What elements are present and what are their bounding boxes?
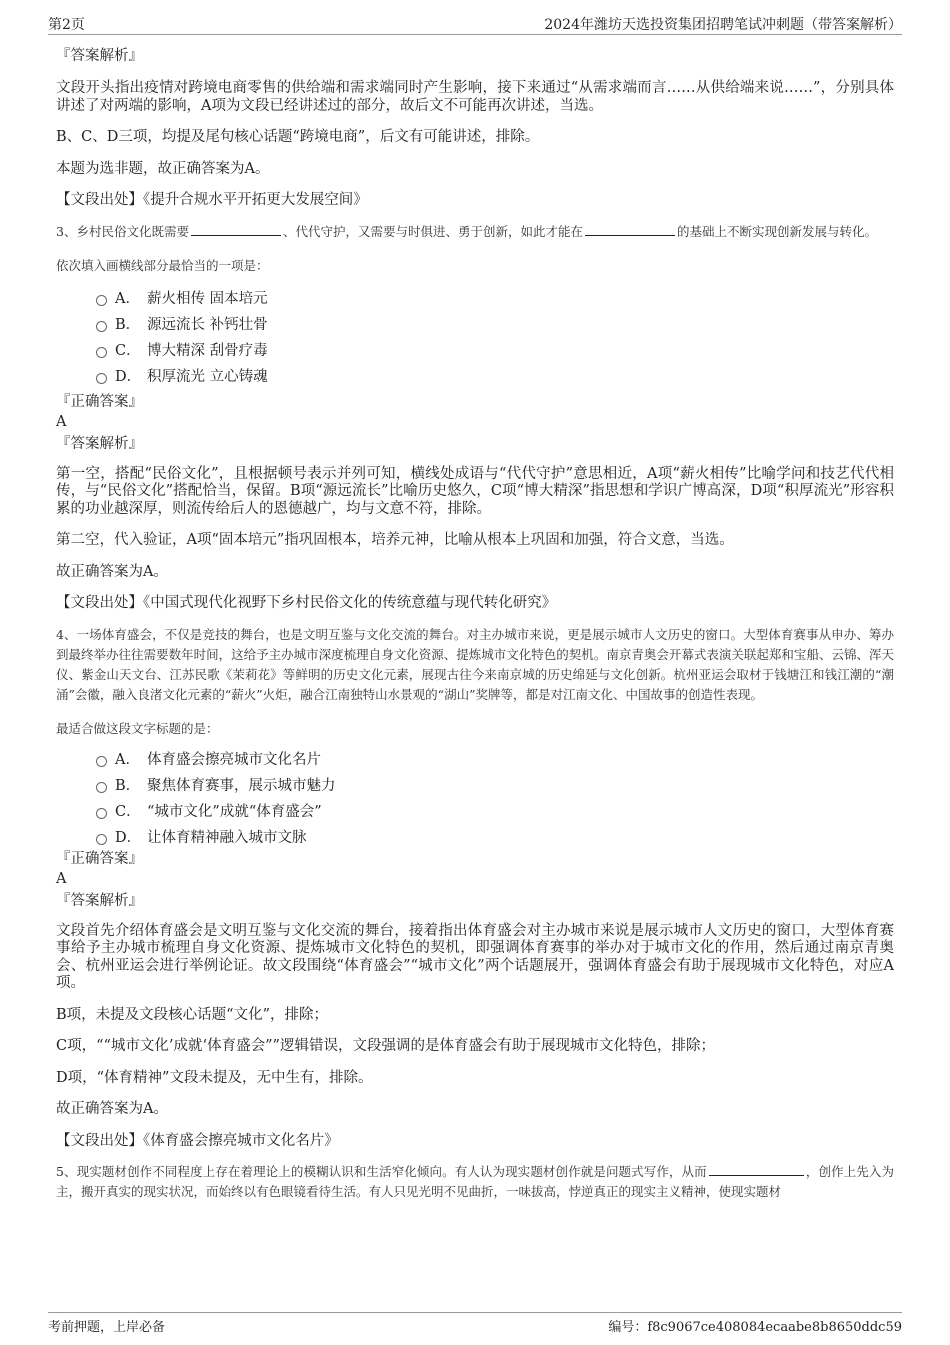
option-c[interactable]: C． 博大精深 刮骨疗毒 bbox=[96, 340, 894, 362]
answer-conclusion: 故正确答案为A。 bbox=[56, 563, 168, 580]
radio-icon[interactable] bbox=[96, 756, 107, 767]
correct-answer-label: 『正确答案』 bbox=[56, 850, 143, 867]
analysis-paragraph: C项，““城市文化’成就‘体育盛会””逻辑错误，文段强调的是体育盛会有助于展现城市文化特色，排除； bbox=[56, 1038, 715, 1054]
source-citation: 【文段出处】《提升合规水平开拓更大发展空间》 bbox=[56, 192, 368, 208]
page-content bbox=[56, 34, 894, 1202]
page-number: 第2页 bbox=[48, 17, 85, 33]
analysis-paragraph: B、C、D三项，均提及尾句核心话题“跨境电商”，后文有可能讲述，排除。 bbox=[56, 129, 540, 145]
document-title: 2024年潍坊天选投资集团招聘笔试冲刺题（带答案解析） bbox=[544, 17, 902, 33]
question-stem: 4、一场体育盛会，不仅是竞技的舞台，也是文明互鉴与文化交流的舞台。对主办城市来说，更是展示城市人文历史的窗口。大型体育赛事从申办、筹办到最终举办往往需要数年时间，这给予主办城市深度梳理自身文化资源、提炼城市文化特色的契机。南京青奥会开幕式表演关联起郑和宝船、云锦、浑天仪、紫金山天文台、江苏民歌《茉莉花》等鲜明的历史文化元素，展现古往今来南京城的历史绵延与文化创新。杭州亚运会取材于钱塘江和钱江潮的“潮涌”会徽，融入良渚文化元素的“薪火”火炬，融合江南独特山水景观的“湖山”奖牌等，都是对江南文化、中国故事的创造性表现。 bbox=[56, 626, 894, 702]
question-prompt: 最适合做这段文字标题的是： bbox=[56, 720, 219, 736]
radio-icon[interactable] bbox=[96, 782, 107, 793]
radio-icon[interactable] bbox=[96, 834, 107, 845]
question-stem: 5、现实题材创作不同程度上存在着理论上的模糊认识和生活窄化倾向。有人认为现实题材创作就是问题式写作，从而 ，创作上先入为主，搬开真实的现实状况，而始终以有色眼镜看待生活。有人只见光明不见曲折，一味拔高，悖逆真正的现实主义精神，使现实题材 bbox=[56, 1164, 894, 1199]
option-c[interactable]: C． “城市文化”成就“体育盛会” bbox=[96, 801, 894, 823]
question-prompt: 依次填入画横线部分最恰当的一项是： bbox=[56, 257, 269, 273]
option-a[interactable]: A． 薪火相传 固本培元 bbox=[96, 288, 894, 310]
document-code: 编号：f8c9067ce408084ecaabe8b8650ddc59 bbox=[608, 1320, 902, 1335]
analysis-paragraph: 文段首先介绍体育盛会是文明互鉴与文化交流的舞台，接着指出体育盛会对主办城市来说是展示城市人文历史的窗口，大型体育赛事给予主办城市梳理自身文化资源、提炼城市文化特色的契机，即强调体育赛事的举办对于城市文化的作用，然后通过南京青奥会、杭州亚运会进行举例论证。故文段围绕“体育盛会”“城市文化”两个话题展开，强调体育盛会有助于展现城市文化特色，对应A项。 bbox=[56, 922, 894, 991]
options-list bbox=[56, 288, 894, 388]
analysis-paragraph: 文段开头指出疫情对跨境电商零售的供给端和需求端同时产生影响，接下来通过“从需求端而言……从供给端来说……”，分别具体讲述了对两端的影响，A项为文段已经讲述过的部分，故后文不可能再次讲述，当选。 bbox=[56, 80, 894, 114]
option-b[interactable]: B． 源远流长 补钙壮骨 bbox=[96, 314, 894, 336]
correct-answer: A bbox=[56, 870, 67, 887]
source-citation: 【文段出处】《体育盛会擦亮城市文化名片》 bbox=[56, 1132, 339, 1149]
radio-icon[interactable] bbox=[96, 295, 107, 306]
footer-slogan: 考前押题，上岸必备 bbox=[48, 1320, 166, 1335]
answer-conclusion: 故正确答案为A。 bbox=[56, 1101, 168, 1117]
radio-icon[interactable] bbox=[96, 321, 107, 332]
option-d[interactable]: D． 让体育精神融入城市文脉 bbox=[96, 827, 894, 849]
analysis-paragraph: 第一空，搭配“民俗文化”，且根据顿号表示并列可知，横线处成语与“代代守护”意思相近，A项“薪火相传”比喻学问和技艺代代相传，与“民俗文化”搭配恰当，保留。B项“源远流长”比喻历史悠久，C项“博大精深”指思想和学识广博高深，D项“积厚流光”形容积累的功业越深厚，则流传给后人的恩德越广，均与文意不符，排除。 bbox=[56, 465, 894, 517]
options-list bbox=[56, 749, 894, 849]
analysis-paragraph: D项，“体育精神”文段未提及，无中生有，排除。 bbox=[56, 1069, 373, 1086]
correct-answer: A bbox=[56, 413, 67, 430]
analysis-paragraph: B项，未提及文段核心话题“文化”，排除； bbox=[56, 1006, 328, 1023]
analysis-label: 『答案解析』 bbox=[56, 435, 143, 452]
correct-answer-label: 『正确答案』 bbox=[56, 393, 143, 410]
fill-blank bbox=[709, 1163, 804, 1176]
page-header bbox=[48, 14, 902, 35]
option-d[interactable]: D． 积厚流光 立心铸魂 bbox=[96, 366, 894, 388]
page-footer bbox=[48, 1312, 902, 1338]
source-citation: 【文段出处】《中国式现代化视野下乡村民俗文化的传统意蕴与现代转化研究》 bbox=[56, 595, 557, 611]
radio-icon[interactable] bbox=[96, 373, 107, 384]
option-a[interactable]: A． 体育盛会擦亮城市文化名片 bbox=[96, 749, 894, 771]
radio-icon[interactable] bbox=[96, 347, 107, 358]
answer-conclusion: 本题为选非题，故正确答案为A。 bbox=[56, 160, 270, 177]
analysis-label: 『答案解析』 bbox=[56, 48, 143, 64]
question-stem: 3、乡村民俗文化既需要 、代代守护，又需要与时俱进、勇于创新，如此才能在 的基础上不断实现创新发展与转化。 bbox=[56, 223, 877, 239]
option-b[interactable]: B． 聚焦体育赛事，展示城市魅力 bbox=[96, 775, 894, 797]
radio-icon[interactable] bbox=[96, 808, 107, 819]
analysis-paragraph: 第二空，代入验证，A项“固本培元”指巩固根本，培养元神，比喻从根本上巩固和加强，符合文意，当选。 bbox=[56, 532, 734, 548]
analysis-label: 『答案解析』 bbox=[56, 892, 143, 909]
fill-blank bbox=[191, 223, 281, 236]
fill-blank bbox=[585, 223, 675, 236]
